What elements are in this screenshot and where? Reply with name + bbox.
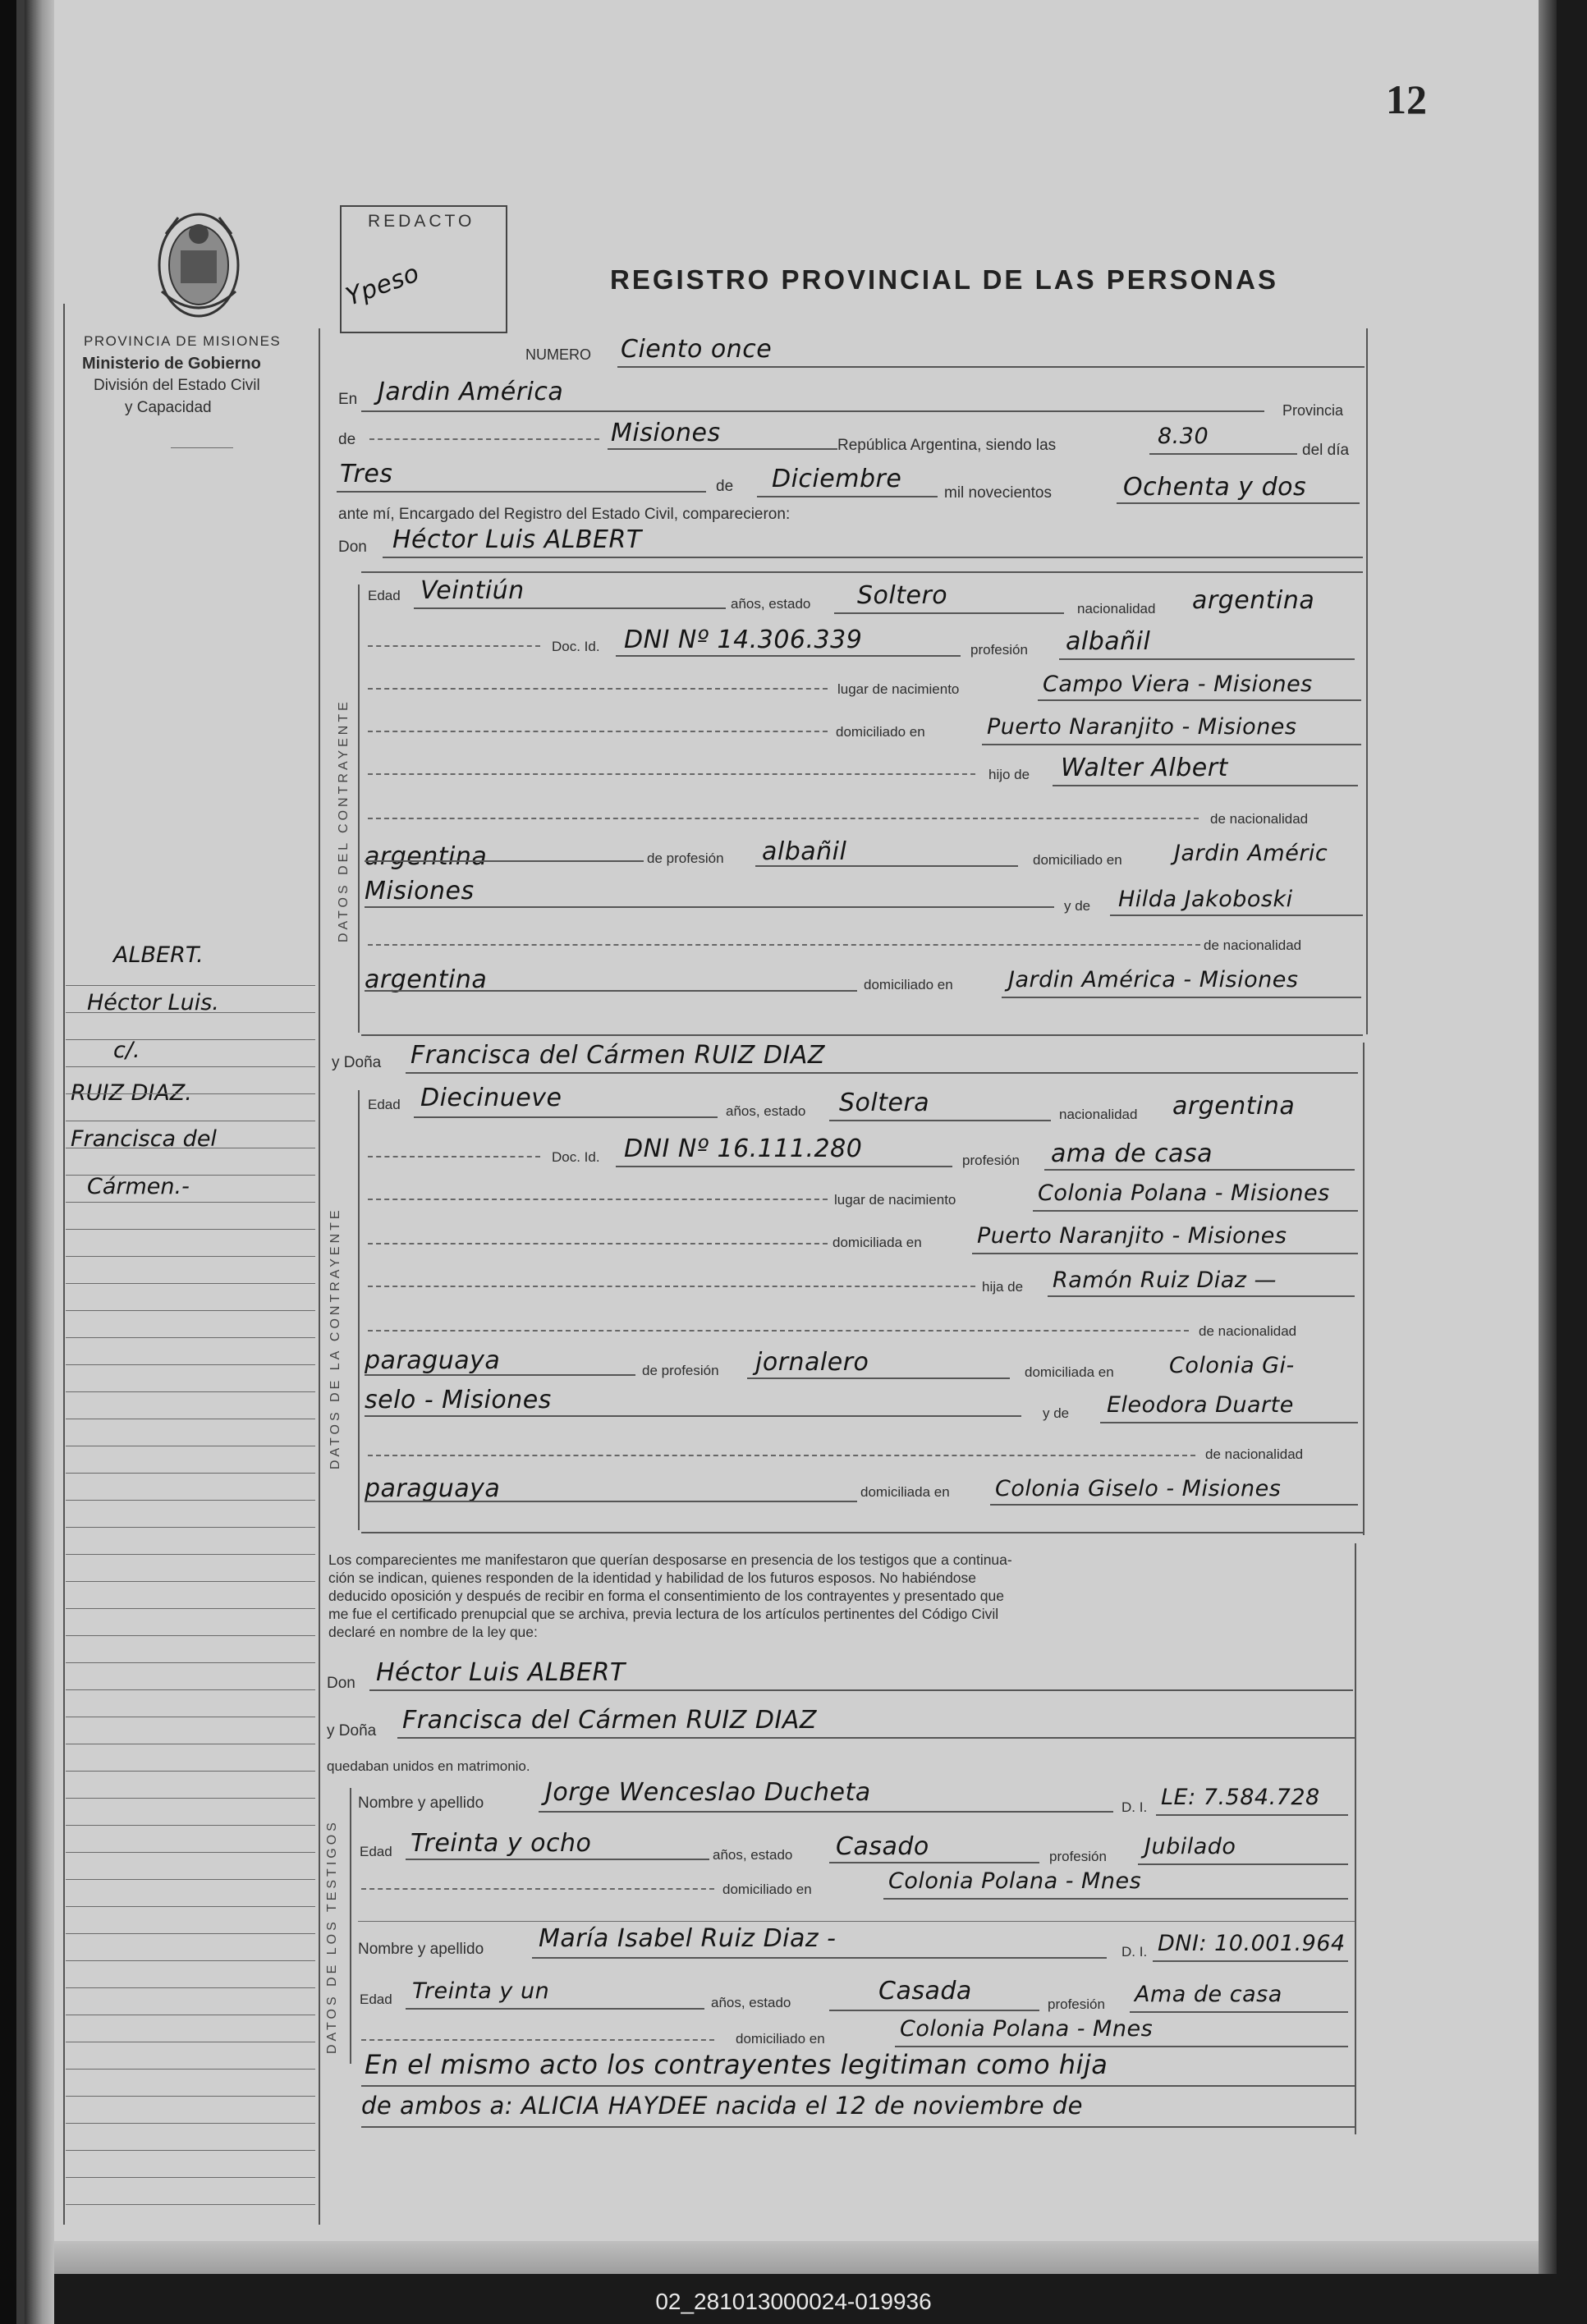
f-padre-prof-value: jornalero [755, 1348, 869, 1377]
t1-dom-value: Colonia Polana - Mnes [888, 1868, 1142, 1894]
c-madre-dom-label: domiciliado en [864, 977, 953, 992]
f-madre-dom-label: domiciliada en [860, 1484, 950, 1500]
c-estado-value: Soltero [857, 581, 948, 610]
f-doc-value: DNI Nº 16.111.280 [624, 1134, 863, 1163]
c-padre-dom-label: domiciliado en [1033, 852, 1122, 868]
t2-profesion-label: profesión [1048, 1996, 1105, 2012]
margin-rule-line [66, 1283, 315, 1284]
t2-nombre-line [532, 1957, 1107, 1959]
localidad-value: Jardin América [378, 378, 564, 406]
margin-rule-line [66, 1771, 315, 1772]
dona-label: y Doña [332, 1054, 382, 1071]
f-hija-line-left [368, 1286, 975, 1287]
declaracion-line-2: ción se indican, quienes responden de la identidad y habilidad de los futuros esposos. No habiéndose [328, 1570, 977, 1586]
t2-di-value: DNI: 10.001.964 [1158, 1931, 1346, 1956]
c-profesion-label: profesión [970, 642, 1028, 658]
contrayenta-block-rule [358, 1090, 360, 1530]
margin-rule-line [66, 2096, 315, 2097]
f-hija-label: hija de [982, 1279, 1024, 1295]
f-de-nacionalidad2-label: de nacionalidad [1205, 1446, 1304, 1462]
t1-dom-line [883, 1898, 1348, 1900]
t1-di-line [1156, 1814, 1348, 1816]
hora-value: 8.30 [1158, 424, 1209, 449]
f-estado-line [829, 1120, 1051, 1121]
c-dom-line-left [368, 731, 828, 732]
don-line-2 [361, 571, 1363, 573]
f-domicilio-value: Puerto Naranjito - Misiones [977, 1223, 1287, 1249]
c-edad-value: Veintiún [420, 576, 525, 605]
image-caption: 02_281013000024-019936 [655, 2289, 932, 2314]
t2-estado-line [829, 2010, 1039, 2011]
margin-rule-line [66, 2204, 315, 2205]
f-de-nacionalidad-label: de nacionalidad [1199, 1323, 1297, 1339]
provincia-label: Provincia [1282, 402, 1344, 419]
quedaban-text: quedaban unidos en matrimonio. [327, 1758, 530, 1774]
f-doc-line-left [368, 1156, 540, 1157]
c-lugar-label: lugar de nacimiento [837, 681, 960, 697]
t1-dom-line-left [361, 1888, 714, 1890]
margin-rule-line [66, 1337, 315, 1338]
t1-anos-estado-label: años, estado [713, 1847, 793, 1863]
numero-line [617, 366, 1365, 368]
t2-di-line [1153, 1960, 1348, 1962]
t2-nombre-label: Nombre y apellido [358, 1941, 484, 1958]
t2-dom-label: domiciliado en [736, 2031, 825, 2047]
margin-rule-line [66, 1879, 315, 1880]
f-edad-line [414, 1116, 718, 1118]
c-nacionalidad-label: nacionalidad [1077, 601, 1156, 617]
margin-rule-line [66, 1202, 315, 1203]
t1-edad-label: Edad [360, 1844, 392, 1859]
del-dia-label: del día [1302, 442, 1350, 459]
c-madre-nac-value: argentina [365, 965, 488, 994]
t2-nombre-value: María Isabel Ruiz Diaz - [539, 1924, 837, 1953]
c-padre-dom2-value: Misiones [365, 877, 475, 905]
testigos-side-label: DATOS DE LOS TESTIGOS [325, 1819, 339, 2054]
margin-rule-line [66, 1798, 315, 1799]
f-madre-dom-value: Colonia Giselo - Misiones [995, 1476, 1282, 1501]
f-madre-nac-value: paraguaya [365, 1474, 501, 1503]
c-doc-line-left [368, 645, 540, 647]
left-margin-rule [63, 304, 65, 2225]
numero-label: NUMERO [525, 346, 591, 363]
c-padre-value: Walter Albert [1061, 754, 1228, 782]
t2-estado-value: Casada [878, 1977, 972, 2005]
margin-rule-line [66, 1662, 315, 1663]
register-title: REGISTRO PROVINCIAL DE LAS PERSONAS [610, 264, 1278, 295]
margin-rule-line [66, 1852, 315, 1853]
office-division: División del Estado Civil [94, 377, 260, 394]
c-anos-estado-label: años, estado [731, 596, 811, 612]
decl-dona-value: Francisca del Cármen RUIZ DIAZ [402, 1706, 817, 1735]
page-right-edge [1539, 0, 1557, 2274]
margin-rule-line [66, 1093, 315, 1094]
redacto-label: REDACTO [368, 212, 475, 231]
margin-rule-line [66, 1933, 315, 1934]
declaracion-line-5: declaré en nombre de la ley que: [328, 1624, 538, 1640]
t1-dom-label: domiciliado en [722, 1882, 812, 1897]
c-padre-dom1-value: Jardin Améric [1174, 841, 1328, 866]
margin-name-line: Cármen.- [87, 1174, 190, 1199]
t2-profesion-value: Ama de casa [1135, 1982, 1282, 2007]
redacto-signature: Ypeso [342, 259, 424, 312]
de-mes-label: de [716, 478, 734, 495]
margin-rule-line [66, 1960, 315, 1961]
declaracion-line-1: Los comparecientes me manifestaron que querían desposarse en presencia de los testigos que a continua- [328, 1552, 1012, 1568]
c-lugar-line-left [368, 688, 828, 690]
t1-edad-line [406, 1859, 709, 1860]
margin-rule-line [66, 985, 315, 986]
provincia-line-left [369, 438, 599, 440]
en-label: En [338, 391, 358, 408]
declaracion-line-4: me fue el certificado prenupcial que se archiva, previa lectura de los artículos pertinentes del Código Civil [328, 1606, 999, 1622]
t2-edad-value: Treinta y un [412, 1978, 550, 2004]
decl-don-line [369, 1689, 1353, 1691]
dona-value: Francisca del Cármen RUIZ DIAZ [411, 1041, 825, 1070]
mes-value: Diciembre [772, 465, 902, 493]
c-padre-line [1053, 785, 1358, 786]
anio-line [1117, 502, 1360, 504]
t2-anos-estado-label: años, estado [711, 1995, 791, 2010]
nota-line-2: de ambos a: ALICIA HAYDEE nacida el 12 de noviembre de [361, 2092, 1084, 2120]
t2-edad-label: Edad [360, 1992, 392, 2007]
decl-don-value: Héctor Luis ALBERT [376, 1658, 626, 1687]
c-madre-value: Hilda Jakoboski [1118, 887, 1293, 912]
f-profesion-label: profesión [962, 1153, 1020, 1168]
t1-profesion-value: Jubilado [1144, 1834, 1236, 1859]
margin-rule-line [66, 1635, 315, 1636]
margin-rule-line [66, 1500, 315, 1501]
margin-rule-line [66, 1527, 315, 1528]
c-padre-dom2-line [365, 906, 1054, 908]
testigos-block-rule [350, 1788, 351, 2064]
c-domiciliado-label: domiciliado en [836, 724, 925, 740]
c-domicilio-value: Puerto Naranjito - Misiones [987, 714, 1297, 740]
f-padre-dom1-value: Colonia Gi- [1169, 1353, 1295, 1378]
margin-rule-line [66, 2150, 315, 2151]
c-padre-nac-line-left [368, 818, 1199, 819]
f-padre-dom2-value: selo - Misiones [365, 1386, 552, 1414]
c-madre-dom-value: Jardin América - Misiones [1008, 967, 1299, 992]
f-padre-nac-line [365, 1374, 635, 1376]
f-padre-dom-label: domiciliada en [1025, 1364, 1114, 1380]
f-doc-label: Doc. Id. [552, 1149, 600, 1165]
f-padre-line [1048, 1295, 1355, 1297]
margin-rule-line [66, 1906, 315, 1907]
numero-value: Ciento once [621, 335, 773, 364]
f-lugar-line-left [368, 1199, 828, 1200]
f-madre-dom-line [990, 1504, 1358, 1506]
contrayente-block-rule [358, 584, 360, 1033]
f-padre-nac-value: paraguaya [365, 1346, 501, 1375]
c-doc-line [616, 655, 961, 657]
republica-label: República Argentina, siendo las [837, 437, 1057, 454]
t1-estado-line [829, 1862, 1039, 1863]
c-padre-prof-line [755, 865, 1018, 867]
office-ministry: Ministerio de Gobierno [82, 355, 261, 373]
margin-rule-line [66, 1012, 315, 1013]
contrayenta-side-label: DATOS DE LA CONTRAYENTE [328, 1207, 342, 1469]
margin-rule-line [66, 1689, 315, 1690]
f-edad-label: Edad [368, 1097, 401, 1112]
c-lugar-line [1038, 699, 1361, 701]
margin-name-line: c/. [113, 1038, 140, 1063]
office-capacidad: y Capacidad [125, 399, 212, 416]
nota-line-1-rule [361, 2085, 1355, 2087]
nota-line-1: En el mismo acto los contrayentes legitiman como hija [365, 2049, 1108, 2080]
t1-nombre-label: Nombre y apellido [358, 1795, 484, 1812]
c-lugar-value: Campo Viera - Misiones [1043, 672, 1313, 697]
c-madre-line [1110, 914, 1363, 916]
margin-rule-line [66, 1581, 315, 1582]
margin-name-line: RUIZ DIAZ. [71, 1080, 192, 1106]
t1-profesion-line [1138, 1863, 1348, 1865]
t1-nombre-line [539, 1811, 1113, 1813]
c-de-nacionalidad-label: de nacionalidad [1210, 811, 1309, 827]
coat-of-arms-icon [149, 201, 248, 324]
contrayente-side-label: DATOS DEL CONTRAYENTE [337, 699, 351, 942]
f-madre-line [1100, 1422, 1358, 1423]
f-domicilio-line [972, 1253, 1358, 1254]
margin-rule-line [66, 1554, 315, 1555]
f-y-de-label: y de [1043, 1405, 1070, 1421]
t2-profesion-line [1130, 2011, 1348, 2013]
t2-dom-value: Colonia Polana - Mnes [900, 2016, 1154, 2042]
margin-name-line: ALBERT. [113, 942, 204, 968]
f-madre-value: Eleodora Duarte [1107, 1392, 1294, 1418]
f-estado-value: Soltera [839, 1089, 930, 1117]
f-de-profesion-label: de profesión [642, 1363, 719, 1378]
c-edad-label: Edad [368, 588, 401, 603]
f-lugar-line [1033, 1210, 1358, 1212]
decl-dona-line [397, 1737, 1355, 1739]
t1-di-label: D. I. [1121, 1799, 1148, 1815]
nota-line-2-rule [361, 2126, 1355, 2128]
margin-rule-line [66, 2123, 315, 2124]
decl-don-label: Don [327, 1675, 355, 1692]
de-label: de [338, 431, 356, 448]
c-padre-nac-line [365, 860, 644, 862]
c-de-profesion-label: de profesión [647, 850, 724, 866]
binding-shadow [16, 0, 25, 2324]
f-madre-nac-line [365, 1501, 857, 1502]
margin-rule-line [66, 1175, 315, 1176]
margin-rule-line [66, 2177, 315, 2178]
c-padre-prof-value: albañil [762, 837, 847, 866]
page-number: 12 [1386, 76, 1427, 122]
margin-rule-line [66, 1310, 315, 1311]
f-madre-nac-line-left [368, 1455, 1195, 1456]
margin-rule-line [66, 1364, 315, 1365]
c-estado-line [834, 612, 1064, 614]
office-province: PROVINCIA DE MISIONES [84, 333, 282, 349]
ante-mi-text: ante mí, Encargado del Registro del Estado Civil, comparecieron: [338, 506, 791, 523]
f-domiciliada-label: domiciliada en [832, 1235, 922, 1250]
margin-rule-line [66, 1229, 315, 1230]
right-rule-bottom [1355, 1543, 1356, 2134]
f-nacionalidad-label: nacionalidad [1059, 1107, 1138, 1122]
dia-value: Tres [340, 460, 393, 488]
f-nacionalidad-value: argentina [1172, 1092, 1296, 1121]
margin-rule-line [66, 1473, 315, 1474]
right-rule-mid [1363, 1043, 1365, 1535]
t2-di-label: D. I. [1121, 1944, 1148, 1960]
don-value: Héctor Luis ALBERT [392, 525, 642, 554]
mil-novecientos-label: mil novecientos [944, 484, 1052, 502]
anio-value: Ochenta y dos [1123, 473, 1307, 502]
margin-rule-line [66, 1825, 315, 1826]
mes-line [757, 496, 938, 497]
margin-rule-line [66, 2069, 315, 2070]
c-edad-line [414, 607, 726, 609]
hora-line [1149, 453, 1297, 455]
t1-edad-value: Treinta y ocho [411, 1829, 592, 1858]
f-profesion-value: ama de casa [1051, 1139, 1213, 1168]
t2-dom-line [895, 2046, 1348, 2047]
f-lugar-value: Colonia Polana - Misiones [1038, 1180, 1330, 1206]
f-lugar-label: lugar de nacimiento [834, 1192, 956, 1208]
t2-dom-line-left [361, 2039, 714, 2041]
f-profesion-line [1044, 1169, 1355, 1171]
c-domicilio-line [982, 744, 1361, 745]
f-doc-line [616, 1166, 952, 1167]
margin-name-line: Héctor Luis. [87, 990, 219, 1015]
margin-name-line: Francisca del [71, 1126, 217, 1152]
margin-rule-line [66, 1987, 315, 1988]
c-y-de-label: y de [1064, 898, 1091, 914]
c-hijo-line-left [368, 773, 975, 775]
office-underline [171, 447, 233, 448]
f-edad-value: Diecinueve [420, 1084, 562, 1112]
contrayente-separator [361, 1034, 1363, 1036]
right-rule-top [1366, 328, 1368, 1034]
c-nacionalidad-value: argentina [1192, 586, 1315, 615]
page-bottom-edge [54, 2241, 1539, 2274]
f-padre-prof-line [747, 1377, 1010, 1379]
declaracion-line-3: deducido oposición y después de recibir en forma el consentimiento de los contrayentes y presentado que [328, 1588, 1005, 1604]
don-label: Don [338, 539, 367, 556]
contrayenta-separator [361, 1532, 1363, 1533]
margin-rule-line [66, 1066, 315, 1067]
c-padre-nac-value: argentina [365, 842, 488, 871]
c-de-nacionalidad2-label: de nacionalidad [1204, 937, 1302, 953]
dona-line [406, 1072, 1358, 1074]
c-doc-label: Doc. Id. [552, 639, 600, 654]
provincia-value: Misiones [611, 419, 721, 447]
decl-dona-label: y Doña [327, 1722, 377, 1740]
c-hijo-label: hijo de [988, 767, 1030, 782]
margin-rule-line [66, 1039, 315, 1040]
testigo-separator [358, 1921, 1355, 1922]
margin-rule-line [66, 1256, 315, 1257]
t1-estado-value: Casado [836, 1832, 929, 1861]
c-doc-value: DNI Nº 14.306.339 [624, 626, 863, 654]
t1-nombre-value: Jorge Wenceslao Ducheta [545, 1778, 871, 1807]
c-madre-nac-line-left [368, 944, 1200, 946]
t1-di-value: LE: 7.584.728 [1161, 1785, 1320, 1810]
margin-rule-line [66, 1608, 315, 1609]
f-padre-nac-line-left [368, 1330, 1189, 1332]
t2-edad-line [406, 2008, 704, 2010]
f-padre-value: Ramón Ruiz Diaz — [1053, 1267, 1277, 1293]
c-profesion-value: albañil [1066, 627, 1151, 656]
f-dom-line-left [368, 1243, 828, 1245]
c-madre-dom-line [1002, 997, 1361, 998]
f-anos-estado-label: años, estado [726, 1103, 806, 1119]
f-padre-dom2-line [365, 1415, 1021, 1417]
localidad-line [361, 410, 1264, 412]
margin-rule-line [66, 1391, 315, 1392]
c-profesion-line [1059, 658, 1355, 660]
c-madre-nac-line [365, 990, 857, 992]
dia-line [337, 491, 706, 493]
form-left-rule [319, 328, 320, 2225]
t1-profesion-label: profesión [1049, 1849, 1107, 1864]
don-line [383, 557, 1363, 558]
binding-edge [25, 0, 54, 2324]
provincia-line [608, 448, 837, 450]
